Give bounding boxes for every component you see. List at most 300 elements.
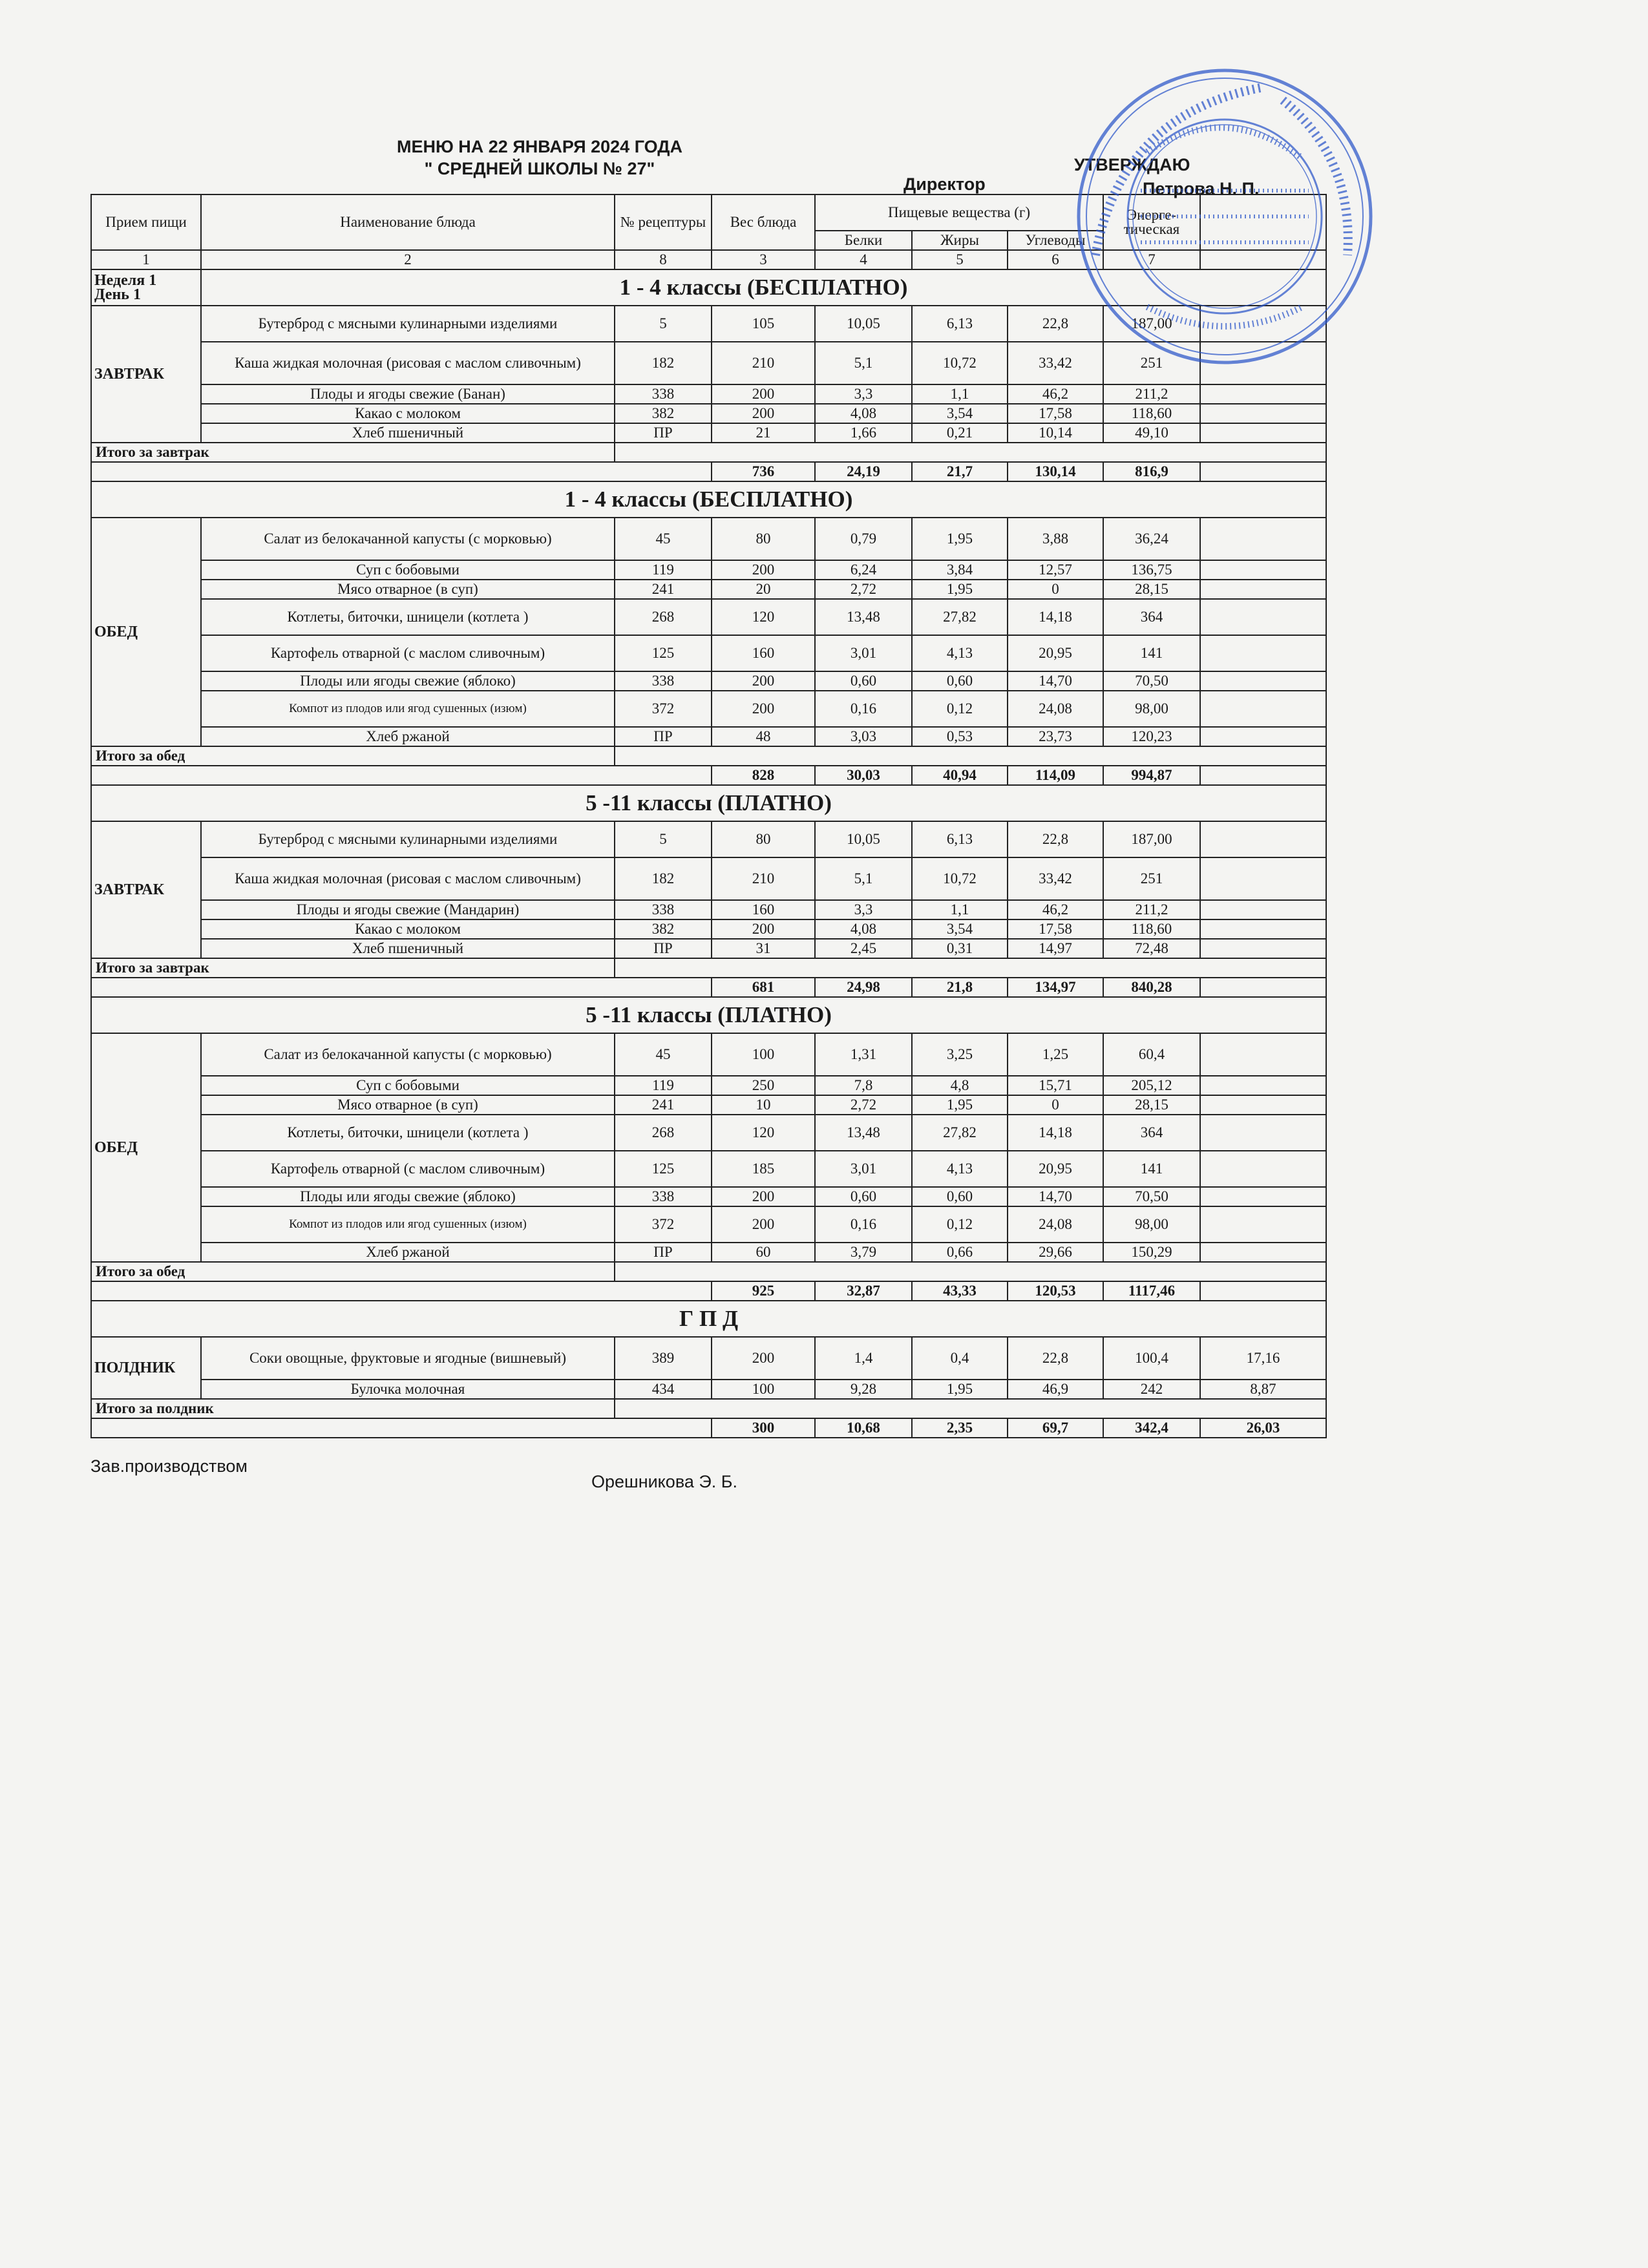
table-row	[91, 404, 1326, 423]
cell-carbs: 24,08	[1008, 1206, 1103, 1243]
cell-extra: 17,16	[1200, 1337, 1326, 1380]
dish-name: Булочка молочная	[201, 1380, 615, 1399]
cell-recipe: 372	[615, 691, 712, 727]
table-row	[91, 1187, 1326, 1206]
cell-energy: 36,24	[1103, 518, 1200, 560]
cell-energy: 28,15	[1103, 1095, 1200, 1115]
total-energy: 1117,46	[1103, 1281, 1200, 1301]
total-weight: 828	[712, 766, 815, 785]
cell-weight: 80	[712, 821, 815, 857]
cell-carbs: 15,71	[1008, 1076, 1103, 1095]
cell-protein: 13,48	[815, 599, 912, 635]
cell-extra: 8,87	[1200, 1380, 1326, 1399]
cell-recipe: ПР	[615, 1243, 712, 1262]
cell-energy: 136,75	[1103, 560, 1200, 580]
total-label: Итого за завтрак	[91, 443, 615, 462]
total-row	[91, 1281, 1326, 1301]
cell-fat: 0,12	[912, 1206, 1008, 1243]
cell-protein: 9,28	[815, 1380, 912, 1399]
cell-weight: 10	[712, 1095, 815, 1115]
cell-fat: 0,31	[912, 939, 1008, 958]
total-weight: 925	[712, 1281, 815, 1301]
cell-energy: 120,23	[1103, 727, 1200, 746]
cell-weight: 250	[712, 1076, 815, 1095]
cell-carbs: 14,97	[1008, 939, 1103, 958]
cell-recipe: 338	[615, 1187, 712, 1206]
cell-protein: 3,01	[815, 635, 912, 671]
col-weight: Вес блюда	[712, 194, 815, 250]
table-row	[91, 1337, 1326, 1380]
cell-carbs: 0	[1008, 580, 1103, 599]
total-label: Итого за обед	[91, 746, 615, 766]
total-weight: 681	[712, 978, 815, 997]
total-label: Итого за полдник	[91, 1399, 615, 1418]
cell-carbs: 23,73	[1008, 727, 1103, 746]
col-recipe: № рецептуры	[615, 194, 712, 250]
cell-weight: 20	[712, 580, 815, 599]
dish-name: Салат из белокачанной капусты (с морковью)	[201, 1033, 615, 1076]
section-title: Г П Д	[91, 1301, 1326, 1337]
col-meal: Прием пищи	[91, 194, 201, 250]
cell-weight: 200	[712, 1337, 815, 1380]
cell-energy: 98,00	[1103, 1206, 1200, 1243]
section-title: 5 -11 классы (ПЛАТНО)	[91, 997, 1326, 1033]
cell-fat: 4,13	[912, 1151, 1008, 1187]
total-label-row	[91, 958, 1326, 978]
meal-label: ЗАВТРАК	[91, 821, 201, 958]
total-carbs: 69,7	[1008, 1418, 1103, 1438]
cell-recipe: ПР	[615, 423, 712, 443]
total-fat: 43,33	[912, 1281, 1008, 1301]
cell-energy: 242	[1103, 1380, 1200, 1399]
meal-label: ПОЛДНИК	[91, 1337, 201, 1399]
cell-protein: 3,3	[815, 900, 912, 919]
cell-weight: 160	[712, 635, 815, 671]
cell-recipe: 382	[615, 919, 712, 939]
cell-fat: 1,1	[912, 900, 1008, 919]
section-title: 1 - 4 классы (БЕСПЛАТНО)	[201, 269, 1326, 306]
cell-weight: 200	[712, 1187, 815, 1206]
cell-recipe: 372	[615, 1206, 712, 1243]
cell-carbs: 17,58	[1008, 404, 1103, 423]
cell-energy: 100,4	[1103, 1337, 1200, 1380]
cell-fat: 10,72	[912, 857, 1008, 900]
section-title: 1 - 4 классы (БЕСПЛАТНО)	[91, 481, 1326, 518]
dish-name: Картофель отварной (с маслом сливочным)	[201, 1151, 615, 1187]
cell-weight: 80	[712, 518, 815, 560]
cell-weight: 100	[712, 1033, 815, 1076]
col-nutrients: Пищевые вещества (г)	[815, 194, 1103, 231]
dish-name: Компот из плодов или ягод сушенных (изюм)	[201, 691, 615, 727]
approve-label: УТВЕРЖДАЮ	[1074, 155, 1190, 174]
cell-carbs: 14,18	[1008, 599, 1103, 635]
table-row	[91, 919, 1326, 939]
cell-weight: 200	[712, 919, 815, 939]
cell-energy: 187,00	[1103, 306, 1200, 342]
cell-protein: 0,60	[815, 1187, 912, 1206]
column-number-row: 1 2 8 3 4 5 6 7	[91, 250, 1326, 269]
table-row	[91, 423, 1326, 443]
cell-recipe: 338	[615, 384, 712, 404]
cell-weight: 120	[712, 599, 815, 635]
cell-carbs: 33,42	[1008, 857, 1103, 900]
col-energy: Энерге-тическая	[1103, 194, 1200, 250]
footer-name: Орешникова Э. Б.	[591, 1472, 738, 1491]
cell-weight: 200	[712, 1206, 815, 1243]
cell-weight: 210	[712, 342, 815, 384]
cell-weight: 105	[712, 306, 815, 342]
cell-energy: 141	[1103, 1151, 1200, 1187]
cell-recipe: 434	[615, 1380, 712, 1399]
cell-fat: 3,54	[912, 404, 1008, 423]
dish-name: Плоды и ягоды свежие (Мандарин)	[201, 900, 615, 919]
cell-fat: 4,13	[912, 635, 1008, 671]
total-label-row	[91, 443, 1326, 462]
cell-recipe: 268	[615, 599, 712, 635]
dish-name: Хлеб пшеничный	[201, 939, 615, 958]
cell-carbs: 46,2	[1008, 384, 1103, 404]
cell-energy: 205,12	[1103, 1076, 1200, 1095]
cell-carbs: 1,25	[1008, 1033, 1103, 1076]
cell-fat: 0,60	[912, 671, 1008, 691]
total-extra: 26,03	[1200, 1418, 1326, 1438]
cell-fat: 0,4	[912, 1337, 1008, 1380]
cell-fat: 0,12	[912, 691, 1008, 727]
dish-name: Каша жидкая молочная (рисовая с маслом сливочным)	[201, 857, 615, 900]
table-row	[91, 821, 1326, 857]
menu-table	[90, 194, 1327, 1438]
cell-carbs: 0	[1008, 1095, 1103, 1115]
cell-protein: 1,31	[815, 1033, 912, 1076]
cell-carbs: 17,58	[1008, 919, 1103, 939]
table-row	[91, 384, 1326, 404]
col-carbs: Углеводы	[1008, 231, 1103, 250]
total-protein: 24,19	[815, 462, 912, 481]
cell-recipe: 119	[615, 560, 712, 580]
cell-energy: 211,2	[1103, 384, 1200, 404]
cell-carbs: 22,8	[1008, 821, 1103, 857]
cell-carbs: 3,88	[1008, 518, 1103, 560]
dish-name: Компот из плодов или ягод сушенных (изюм)	[201, 1206, 615, 1243]
total-energy: 342,4	[1103, 1418, 1200, 1438]
dish-name: Мясо отварное (в суп)	[201, 1095, 615, 1115]
total-protein: 32,87	[815, 1281, 912, 1301]
cell-recipe: 45	[615, 518, 712, 560]
cell-fat: 0,53	[912, 727, 1008, 746]
table-row	[91, 1243, 1326, 1262]
dish-name: Суп с бобовыми	[201, 560, 615, 580]
cell-weight: 210	[712, 857, 815, 900]
cell-energy: 98,00	[1103, 691, 1200, 727]
meal-label: ОБЕД	[91, 1033, 201, 1262]
cell-recipe: 5	[615, 306, 712, 342]
total-row	[91, 978, 1326, 997]
table-row	[91, 1076, 1326, 1095]
table-row	[91, 727, 1326, 746]
dish-name: Соки овощные, фруктовые и ягодные (вишневый)	[201, 1337, 615, 1380]
col-protein: Белки	[815, 231, 912, 250]
cell-recipe: ПР	[615, 727, 712, 746]
cell-weight: 200	[712, 404, 815, 423]
cell-fat: 1,95	[912, 580, 1008, 599]
dish-name: Плоды или ягоды свежие (яблоко)	[201, 1187, 615, 1206]
table-row	[91, 1151, 1326, 1187]
cell-protein: 4,08	[815, 919, 912, 939]
cell-energy: 141	[1103, 635, 1200, 671]
cell-fat: 4,8	[912, 1076, 1008, 1095]
total-fat: 2,35	[912, 1418, 1008, 1438]
cell-fat: 3,84	[912, 560, 1008, 580]
total-row	[91, 766, 1326, 785]
table-row	[91, 1380, 1326, 1399]
section-title-row	[91, 481, 1326, 518]
cell-fat: 6,13	[912, 306, 1008, 342]
dish-name: Котлеты, биточки, шницели (котлета )	[201, 1115, 615, 1151]
cell-weight: 200	[712, 384, 815, 404]
cell-weight: 48	[712, 727, 815, 746]
dish-name: Бутерброд с мясными кулинарными изделиями	[201, 821, 615, 857]
total-label: Итого за завтрак	[91, 958, 615, 978]
cell-protein: 2,72	[815, 1095, 912, 1115]
cell-protein: 1,66	[815, 423, 912, 443]
total-protein: 10,68	[815, 1418, 912, 1438]
cell-protein: 0,60	[815, 671, 912, 691]
total-fat: 21,7	[912, 462, 1008, 481]
dish-name: Плоды и ягоды свежие (Банан)	[201, 384, 615, 404]
cell-fat: 27,82	[912, 1115, 1008, 1151]
section-title-row	[91, 1301, 1326, 1337]
table-row	[91, 1095, 1326, 1115]
footer-position: Зав.производством	[90, 1456, 248, 1476]
cell-weight: 160	[712, 900, 815, 919]
section-s3	[91, 785, 1326, 997]
section-title: 5 -11 классы (ПЛАТНО)	[91, 785, 1326, 821]
cell-protein: 5,1	[815, 342, 912, 384]
section-s4	[91, 997, 1326, 1301]
cell-protein: 0,79	[815, 518, 912, 560]
cell-weight: 120	[712, 1115, 815, 1151]
cell-energy: 118,60	[1103, 404, 1200, 423]
cell-weight: 200	[712, 671, 815, 691]
cell-fat: 1,95	[912, 518, 1008, 560]
cell-protein: 3,79	[815, 1243, 912, 1262]
cell-energy: 251	[1103, 857, 1200, 900]
cell-protein: 3,3	[815, 384, 912, 404]
total-carbs: 134,97	[1008, 978, 1103, 997]
cell-recipe: 268	[615, 1115, 712, 1151]
cell-recipe: ПР	[615, 939, 712, 958]
cell-recipe: 382	[615, 404, 712, 423]
cell-energy: 187,00	[1103, 821, 1200, 857]
dish-name: Котлеты, биточки, шницели (котлета )	[201, 599, 615, 635]
cell-protein: 1,4	[815, 1337, 912, 1380]
cell-energy: 251	[1103, 342, 1200, 384]
dish-name: Картофель отварной (с маслом сливочным)	[201, 635, 615, 671]
cell-recipe: 389	[615, 1337, 712, 1380]
cell-carbs: 14,70	[1008, 1187, 1103, 1206]
cell-recipe: 338	[615, 671, 712, 691]
dish-name: Плоды или ягоды свежие (яблоко)	[201, 671, 615, 691]
col-dish: Наименование блюда	[201, 194, 615, 250]
table-row	[91, 1115, 1326, 1151]
total-weight: 300	[712, 1418, 815, 1438]
cell-energy: 364	[1103, 599, 1200, 635]
cell-fat: 1,95	[912, 1380, 1008, 1399]
meal-label: ЗАВТРАК	[91, 306, 201, 443]
cell-protein: 13,48	[815, 1115, 912, 1151]
cell-carbs: 29,66	[1008, 1243, 1103, 1262]
cell-protein: 2,45	[815, 939, 912, 958]
cell-recipe: 241	[615, 580, 712, 599]
cell-carbs: 46,2	[1008, 900, 1103, 919]
cell-carbs: 46,9	[1008, 1380, 1103, 1399]
total-energy: 994,87	[1103, 766, 1200, 785]
cell-recipe: 241	[615, 1095, 712, 1115]
week-day-cell: Неделя 1 День 1	[91, 269, 201, 306]
cell-recipe: 182	[615, 342, 712, 384]
director-label: Директор	[903, 174, 986, 194]
cell-protein: 6,24	[815, 560, 912, 580]
cell-protein: 2,72	[815, 580, 912, 599]
dish-name: Бутерброд с мясными кулинарными изделиями	[201, 306, 615, 342]
cell-recipe: 338	[615, 900, 712, 919]
cell-protein: 5,1	[815, 857, 912, 900]
total-carbs: 114,09	[1008, 766, 1103, 785]
table-row	[91, 1033, 1326, 1076]
table-row	[91, 560, 1326, 580]
table-row	[91, 518, 1326, 560]
cell-weight: 100	[712, 1380, 815, 1399]
cell-carbs: 33,42	[1008, 342, 1103, 384]
official-stamp	[1070, 61, 1380, 372]
total-row	[91, 462, 1326, 481]
cell-weight: 200	[712, 691, 815, 727]
total-carbs: 130,14	[1008, 462, 1103, 481]
cell-carbs: 24,08	[1008, 691, 1103, 727]
dish-name: Хлеб ржаной	[201, 1243, 615, 1262]
total-weight: 736	[712, 462, 815, 481]
cell-recipe: 125	[615, 635, 712, 671]
cell-weight: 21	[712, 423, 815, 443]
dish-name: Каша жидкая молочная (рисовая с маслом сливочным)	[201, 342, 615, 384]
cell-energy: 70,50	[1103, 1187, 1200, 1206]
cell-fat: 6,13	[912, 821, 1008, 857]
cell-fat: 0,66	[912, 1243, 1008, 1262]
cell-energy: 364	[1103, 1115, 1200, 1151]
cell-carbs: 12,57	[1008, 560, 1103, 580]
dish-name: Суп с бобовыми	[201, 1076, 615, 1095]
dish-name: Какао с молоком	[201, 404, 615, 423]
table-row	[91, 671, 1326, 691]
cell-weight: 31	[712, 939, 815, 958]
total-energy: 840,28	[1103, 978, 1200, 997]
director-name: Петрова Н. П.	[1143, 179, 1260, 198]
dish-name: Мясо отварное (в суп)	[201, 580, 615, 599]
cell-fat: 1,95	[912, 1095, 1008, 1115]
total-protein: 30,03	[815, 766, 912, 785]
total-carbs: 120,53	[1008, 1281, 1103, 1301]
cell-energy: 70,50	[1103, 671, 1200, 691]
cell-carbs: 10,14	[1008, 423, 1103, 443]
cell-fat: 27,82	[912, 599, 1008, 635]
table-row	[91, 857, 1326, 900]
col-fat: Жиры	[912, 231, 1008, 250]
cell-protein: 10,05	[815, 821, 912, 857]
table-row	[91, 599, 1326, 635]
cell-carbs: 22,8	[1008, 1337, 1103, 1380]
cell-protein: 0,16	[815, 1206, 912, 1243]
cell-protein: 3,03	[815, 727, 912, 746]
cell-fat: 1,1	[912, 384, 1008, 404]
total-label: Итого за обед	[91, 1262, 615, 1281]
cell-fat: 3,25	[912, 1033, 1008, 1076]
cell-energy: 28,15	[1103, 580, 1200, 599]
cell-carbs: 20,95	[1008, 635, 1103, 671]
dish-name: Какао с молоком	[201, 919, 615, 939]
cell-weight: 200	[712, 560, 815, 580]
table-row	[91, 635, 1326, 671]
dish-name: Салат из белокачанной капусты (с морковью)	[201, 518, 615, 560]
table-row	[91, 900, 1326, 919]
total-fat: 21,8	[912, 978, 1008, 997]
cell-fat: 10,72	[912, 342, 1008, 384]
cell-protein: 3,01	[815, 1151, 912, 1187]
cell-protein: 4,08	[815, 404, 912, 423]
cell-protein: 10,05	[815, 306, 912, 342]
total-fat: 40,94	[912, 766, 1008, 785]
cell-energy: 60,4	[1103, 1033, 1200, 1076]
cell-carbs: 22,8	[1008, 306, 1103, 342]
cell-recipe: 45	[615, 1033, 712, 1076]
table-row	[91, 580, 1326, 599]
cell-fat: 3,54	[912, 919, 1008, 939]
menu-title: МЕНЮ НА 22 ЯНВАРЯ 2024 ГОДА " СРЕДНЕЙ ШКОЛЫ № 27"	[396, 137, 683, 178]
cell-recipe: 119	[615, 1076, 712, 1095]
cell-carbs: 14,18	[1008, 1115, 1103, 1151]
cell-carbs: 14,70	[1008, 671, 1103, 691]
section-title-row	[91, 785, 1326, 821]
cell-carbs: 20,95	[1008, 1151, 1103, 1187]
section-title-row	[91, 997, 1326, 1033]
cell-weight: 60	[712, 1243, 815, 1262]
dish-name: Хлеб пшеничный	[201, 423, 615, 443]
total-energy: 816,9	[1103, 462, 1200, 481]
cell-energy: 49,10	[1103, 423, 1200, 443]
table-row	[91, 939, 1326, 958]
cell-energy: 150,29	[1103, 1243, 1200, 1262]
section-s5	[91, 1301, 1326, 1438]
table-row	[91, 1206, 1326, 1243]
cell-energy: 118,60	[1103, 919, 1200, 939]
cell-weight: 185	[712, 1151, 815, 1187]
cell-fat: 0,21	[912, 423, 1008, 443]
dish-name: Хлеб ржаной	[201, 727, 615, 746]
meal-label: ОБЕД	[91, 518, 201, 746]
total-protein: 24,98	[815, 978, 912, 997]
cell-fat: 0,60	[912, 1187, 1008, 1206]
total-row	[91, 1418, 1326, 1438]
total-label-row	[91, 1399, 1326, 1418]
cell-protein: 7,8	[815, 1076, 912, 1095]
cell-recipe: 125	[615, 1151, 712, 1187]
cell-recipe: 5	[615, 821, 712, 857]
table-row	[91, 691, 1326, 727]
total-label-row	[91, 746, 1326, 766]
cell-energy: 72,48	[1103, 939, 1200, 958]
cell-energy: 211,2	[1103, 900, 1200, 919]
section-s2	[91, 481, 1326, 785]
total-label-row	[91, 1262, 1326, 1281]
